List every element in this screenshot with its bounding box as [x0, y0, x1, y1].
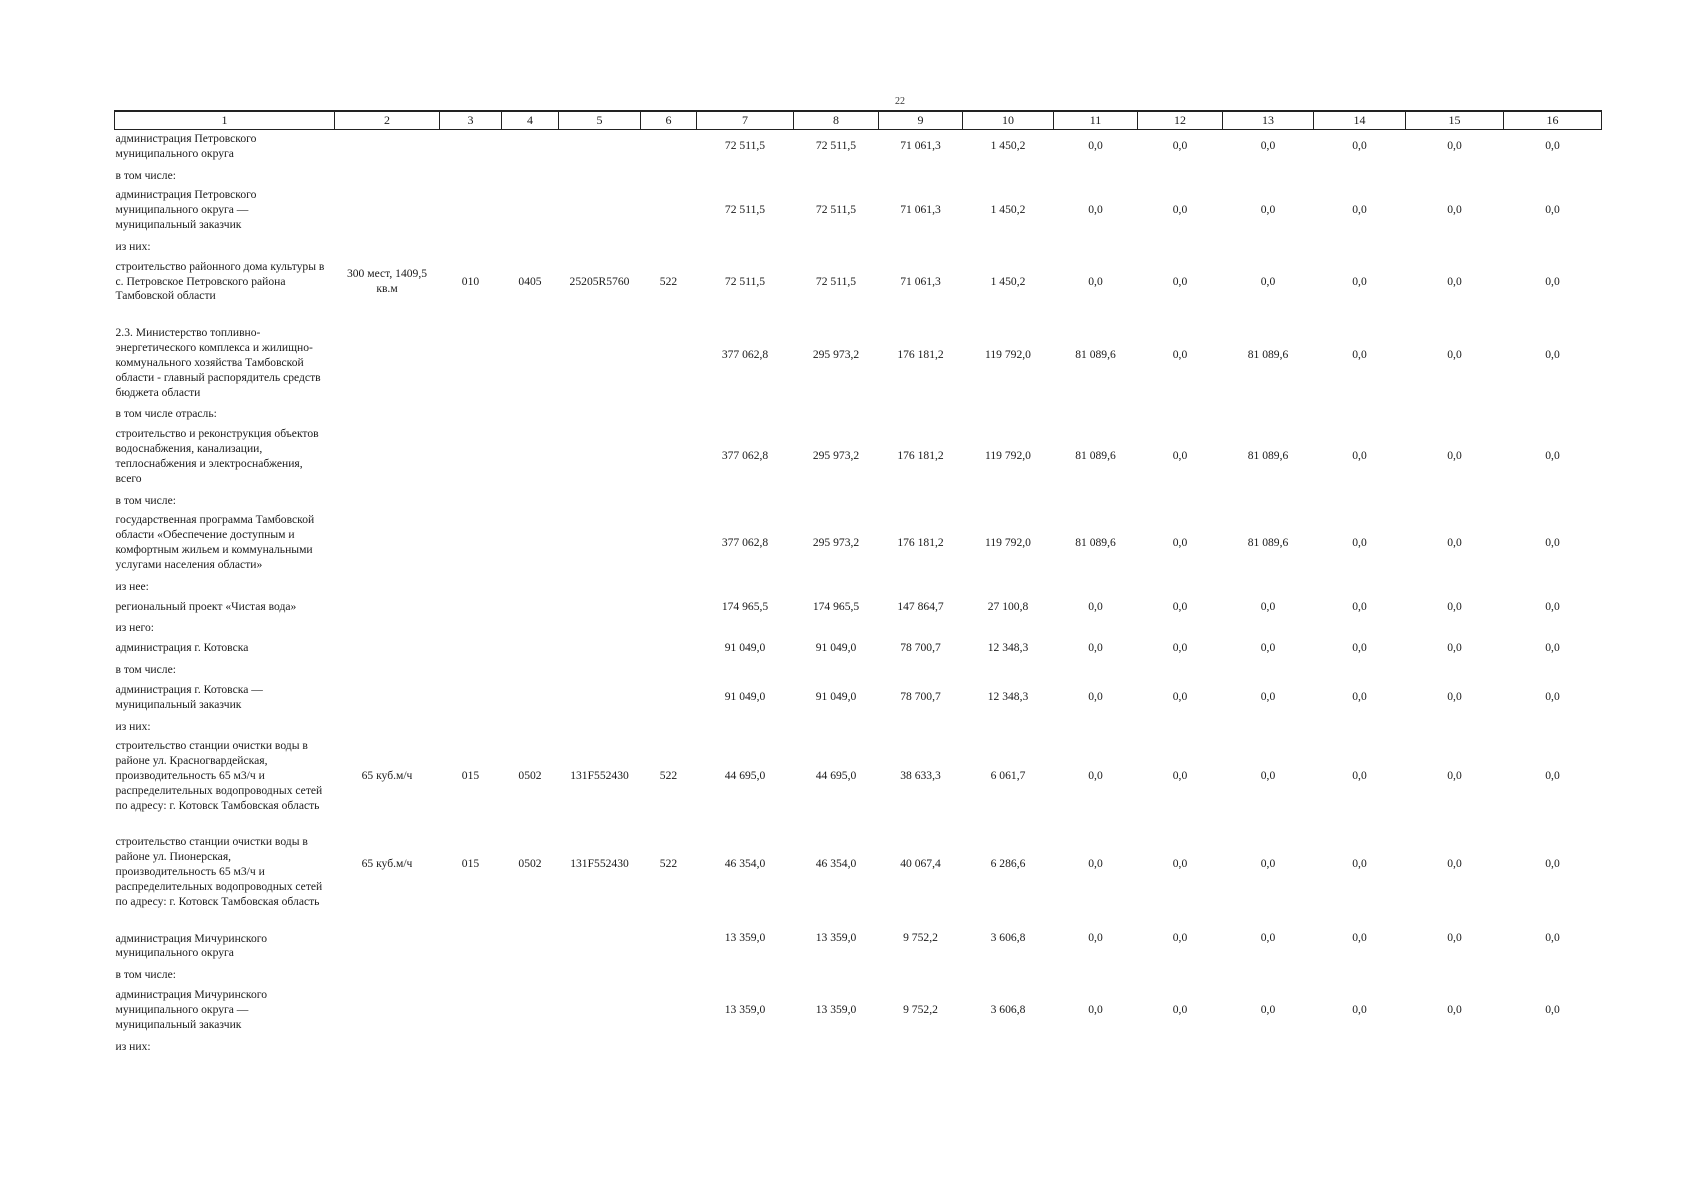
cell-col-14: 0,0 — [1352, 690, 1367, 704]
cell-col-10: 12 348,3 — [987, 641, 1029, 655]
cell-col-5 — [559, 639, 641, 660]
cell-col-4 — [502, 130, 559, 166]
cell-col-14: 0,0 — [1352, 857, 1367, 871]
cell-col-14: 0,0 — [1352, 347, 1367, 361]
cell-col-16: 0,0 — [1545, 535, 1560, 549]
cell-col-12: 0,0 — [1172, 641, 1188, 655]
cell-col-14: 0,0 — [1352, 768, 1367, 782]
table-body — [115, 130, 1602, 1058]
cell-col-4 — [502, 308, 559, 404]
cell-col-13: 0,0 — [1260, 690, 1276, 704]
cell-col-12: 0,0 — [1172, 1002, 1188, 1016]
cell-col-16: 0,0 — [1545, 768, 1560, 782]
cell-col-15: 0,0 — [1447, 931, 1462, 945]
cell-col-13: 0,0 — [1260, 931, 1276, 945]
column-number-5: 5 — [559, 111, 641, 130]
cell-col-14: 0,0 — [1352, 449, 1367, 463]
cell-col-15: 0,0 — [1447, 139, 1462, 153]
cell-col-3: 015 — [461, 768, 480, 782]
column-number-row — [115, 111, 1602, 130]
cell-col-6 — [641, 511, 697, 576]
cell-col-9: 147 864,7 — [897, 599, 944, 613]
cell-col-10: 27 100,8 — [987, 599, 1029, 613]
cell-col-9: 176 181,2 — [897, 449, 944, 463]
cell-col-9: 71 061,3 — [900, 139, 941, 153]
table-row — [115, 511, 1602, 576]
cell-col-2 — [335, 681, 440, 717]
cell-col-16: 0,0 — [1545, 139, 1560, 153]
cell-col-5 — [559, 986, 641, 1036]
cell-col-11: 0,0 — [1088, 768, 1103, 782]
cell-col-5 — [559, 186, 641, 236]
cell-col-8: 91 049,0 — [815, 641, 857, 655]
cell-col-9: 9 752,2 — [903, 1002, 938, 1016]
cell-col-7: 72 511,5 — [724, 274, 766, 288]
table-row — [115, 130, 1602, 166]
row-name: строительство станции очистки воды в районе ул. Красногвардейская, производительность 65 м3/ч и распределительных водопроводных сетей по адресу: г. Котовск Тамбовская область — [115, 739, 323, 812]
column-number-2: 2 — [335, 111, 440, 130]
cell-col-6 — [641, 914, 697, 966]
table-row — [115, 425, 1602, 490]
table-row — [115, 258, 1602, 308]
cell-col-4: 0502 — [518, 768, 542, 782]
cell-col-10: 12 348,3 — [987, 690, 1029, 704]
cell-col-13: 81 089,6 — [1247, 535, 1289, 549]
cell-col-16: 0,0 — [1545, 347, 1560, 361]
table-row — [115, 817, 1602, 913]
subheading-row — [115, 166, 1602, 187]
cell-col-16: 0,0 — [1545, 641, 1560, 655]
row-name: государственная программа Тамбовской области «Обеспечение доступным и комфортным жильем и коммунальными услугами населения области» — [115, 513, 315, 571]
row-name: администрация г. Котовска — муниципальный заказчик — [115, 682, 263, 711]
cell-col-4 — [502, 511, 559, 576]
row-name: из нее: — [115, 579, 149, 593]
cell-col-3 — [440, 308, 502, 404]
cell-col-8: 91 049,0 — [815, 690, 857, 704]
cell-col-7: 91 049,0 — [724, 690, 766, 704]
cell-col-10: 1 450,2 — [990, 139, 1026, 153]
cell-col-5 — [559, 425, 641, 490]
subheading-row — [115, 965, 1602, 986]
cell-col-9: 71 061,3 — [900, 274, 941, 288]
subheading-row — [115, 404, 1602, 425]
cell-col-7: 46 354,0 — [724, 857, 766, 871]
row-name: администрация г. Котовска — [115, 641, 249, 655]
cell-col-15: 0,0 — [1447, 857, 1462, 871]
cell-col-7: 377 062,8 — [721, 449, 769, 463]
cell-col-6: 522 — [659, 768, 678, 782]
cell-col-6 — [641, 308, 697, 404]
cell-col-15: 0,0 — [1447, 599, 1462, 613]
cell-col-13: 0,0 — [1260, 599, 1276, 613]
cell-col-13: 0,0 — [1260, 641, 1276, 655]
cell-col-12: 0,0 — [1172, 347, 1188, 361]
cell-col-12: 0,0 — [1172, 599, 1188, 613]
cell-col-10: 3 606,8 — [990, 1002, 1026, 1016]
cell-col-10: 6 286,6 — [990, 857, 1026, 871]
cell-col-2 — [335, 598, 440, 619]
cell-col-11: 0,0 — [1088, 139, 1103, 153]
column-number-4: 4 — [502, 111, 559, 130]
cell-col-14: 0,0 — [1352, 535, 1367, 549]
cell-col-2 — [335, 308, 440, 404]
cell-col-3 — [440, 639, 502, 660]
cell-col-10: 1 450,2 — [990, 274, 1026, 288]
table-row — [115, 598, 1602, 619]
cell-col-3 — [440, 130, 502, 166]
column-number-16: 16 — [1504, 111, 1602, 130]
row-name: строительство станции очистки воды в районе ул. Пионерская, производительность 65 м3/ч и распределительных водопроводных сетей по адресу: г. Котовск Тамбовская область — [115, 835, 323, 908]
cell-col-8: 72 511,5 — [815, 139, 857, 153]
cell-col-15: 0,0 — [1447, 690, 1462, 704]
column-number-7: 7 — [697, 111, 794, 130]
cell-col-11: 81 089,6 — [1075, 347, 1116, 361]
subheading-row — [115, 577, 1602, 598]
row-name: 2.3. Министерство топливно-энергетического комплекса и жилищно-коммунального хозяйства Тамбовской области - главный распорядитель средств бюджета области — [115, 326, 321, 399]
cell-col-7: 13 359,0 — [724, 931, 766, 945]
cell-col-5 — [559, 681, 641, 717]
subheading-row — [115, 1037, 1602, 1058]
cell-col-5 — [559, 914, 641, 966]
row-name: в том числе отрасль: — [115, 407, 217, 421]
row-name: в том числе: — [115, 968, 176, 982]
cell-col-11: 0,0 — [1088, 641, 1103, 655]
cell-col-8: 295 973,2 — [812, 449, 860, 463]
cell-col-3: 015 — [461, 857, 480, 871]
cell-col-4 — [502, 914, 559, 966]
row-name: из них: — [115, 719, 151, 733]
row-name: из них: — [115, 239, 151, 253]
column-number-15: 15 — [1406, 111, 1504, 130]
table-row — [115, 737, 1602, 817]
cell-col-13: 0,0 — [1260, 203, 1276, 217]
cell-col-13: 0,0 — [1260, 768, 1276, 782]
cell-col-10: 119 792,0 — [985, 449, 1031, 463]
cell-col-3 — [440, 186, 502, 236]
cell-col-2 — [335, 639, 440, 660]
empty-cells — [335, 237, 1602, 258]
row-name: строительство районного дома культуры в с. Петровское Петровского района Тамбовской области — [115, 259, 325, 303]
cell-col-13: 0,0 — [1260, 274, 1276, 288]
row-name: строительство и реконструкция объектов водоснабжения, канализации, теплоснабжения и электроснабжения, всего — [115, 427, 319, 485]
cell-col-9: 176 181,2 — [897, 535, 944, 549]
table-row — [115, 914, 1602, 966]
column-number-3: 3 — [440, 111, 502, 130]
cell-col-11: 0,0 — [1088, 203, 1103, 217]
cell-col-7: 72 511,5 — [724, 139, 766, 153]
cell-col-6 — [641, 186, 697, 236]
cell-col-14: 0,0 — [1352, 274, 1367, 288]
subheading-row — [115, 237, 1602, 258]
cell-col-7: 377 062,8 — [721, 535, 769, 549]
cell-col-3 — [440, 681, 502, 717]
subheading-row — [115, 717, 1602, 738]
cell-col-5: 25205R5760 — [569, 274, 630, 288]
cell-col-16: 0,0 — [1545, 274, 1560, 288]
cell-col-13: 0,0 — [1260, 857, 1276, 871]
cell-col-11: 81 089,6 — [1075, 535, 1116, 549]
row-name: администрация Мичуринского муниципального округа — муниципальный заказчик — [115, 988, 268, 1031]
cell-col-7: 174 965,5 — [721, 599, 769, 613]
cell-col-13: 81 089,6 — [1247, 347, 1289, 361]
cell-col-16: 0,0 — [1545, 857, 1560, 871]
cell-col-13: 0,0 — [1260, 139, 1276, 153]
cell-col-8: 13 359,0 — [815, 931, 857, 945]
table-row — [115, 186, 1602, 236]
cell-col-6: 522 — [659, 857, 678, 871]
cell-col-4 — [502, 425, 559, 490]
row-name: в том числе: — [115, 168, 176, 182]
cell-col-15: 0,0 — [1447, 203, 1462, 217]
cell-col-4 — [502, 186, 559, 236]
cell-col-2: 65 куб.м/ч — [361, 857, 413, 871]
empty-cells — [335, 577, 1602, 598]
cell-col-4 — [502, 681, 559, 717]
empty-cells — [335, 717, 1602, 738]
cell-col-15: 0,0 — [1447, 535, 1462, 549]
cell-col-16: 0,0 — [1545, 931, 1560, 945]
cell-col-12: 0,0 — [1172, 535, 1188, 549]
row-name: региональный проект «Чистая вода» — [115, 599, 297, 613]
cell-col-9: 71 061,3 — [900, 203, 941, 217]
cell-col-8: 13 359,0 — [815, 1002, 857, 1016]
cell-col-3 — [440, 986, 502, 1036]
cell-col-12: 0,0 — [1172, 690, 1188, 704]
row-name: в том числе: — [115, 663, 176, 677]
cell-col-5: 131F552430 — [570, 768, 629, 782]
cell-col-2 — [335, 914, 440, 966]
budget-table — [114, 110, 1602, 1057]
row-name: в том числе: — [115, 493, 176, 507]
cell-col-10: 3 606,8 — [990, 931, 1026, 945]
cell-col-5: 131F552430 — [570, 857, 629, 871]
table-row — [115, 681, 1602, 717]
cell-col-4 — [502, 639, 559, 660]
cell-col-15: 0,0 — [1447, 274, 1462, 288]
cell-col-10: 119 792,0 — [985, 535, 1031, 549]
row-name: из него: — [115, 621, 155, 635]
column-number-9: 9 — [879, 111, 963, 130]
cell-col-8: 174 965,5 — [812, 599, 860, 613]
cell-col-5 — [559, 308, 641, 404]
cell-col-4: 0405 — [518, 274, 542, 288]
cell-col-15: 0,0 — [1447, 449, 1462, 463]
cell-col-9: 9 752,2 — [903, 931, 938, 945]
cell-col-6 — [641, 986, 697, 1036]
cell-col-6 — [641, 425, 697, 490]
cell-col-6 — [641, 639, 697, 660]
cell-col-2 — [335, 986, 440, 1036]
cell-col-6 — [641, 130, 697, 166]
table-row — [115, 308, 1602, 404]
page-number: 22 — [895, 96, 905, 107]
row-name: администрация Петровского муниципального округа — муниципальный заказчик — [115, 188, 257, 232]
cell-col-15: 0,0 — [1447, 347, 1462, 361]
cell-col-11: 81 089,6 — [1075, 449, 1116, 463]
cell-col-5 — [559, 130, 641, 166]
cell-col-12: 0,0 — [1172, 931, 1188, 945]
cell-col-15: 0,0 — [1447, 641, 1462, 655]
cell-col-8: 46 354,0 — [815, 857, 857, 871]
cell-col-4 — [502, 598, 559, 619]
column-number-8: 8 — [794, 111, 879, 130]
cell-col-12: 0,0 — [1172, 768, 1188, 782]
cell-col-3 — [440, 914, 502, 966]
row-name: администрация Мичуринского муниципального округа — [115, 931, 268, 960]
cell-col-2 — [335, 130, 440, 166]
cell-col-6 — [641, 598, 697, 619]
column-number-10: 10 — [963, 111, 1054, 130]
cell-col-7: 377 062,8 — [721, 347, 769, 361]
cell-col-14: 0,0 — [1352, 1002, 1367, 1016]
column-number-12: 12 — [1138, 111, 1223, 130]
cell-col-8: 295 973,2 — [812, 535, 860, 549]
cell-col-14: 0,0 — [1352, 931, 1367, 945]
cell-col-10: 119 792,0 — [985, 347, 1031, 361]
cell-col-8: 72 511,5 — [815, 274, 857, 288]
subheading-row — [115, 618, 1602, 639]
cell-col-16: 0,0 — [1545, 690, 1560, 704]
cell-col-2 — [335, 425, 440, 490]
cell-col-12: 0,0 — [1172, 857, 1188, 871]
cell-col-3 — [440, 598, 502, 619]
cell-col-8: 44 695,0 — [815, 768, 857, 782]
cell-col-11: 0,0 — [1088, 857, 1103, 871]
cell-col-14: 0,0 — [1352, 203, 1367, 217]
empty-cells — [335, 491, 1602, 512]
cell-col-2 — [335, 186, 440, 236]
empty-cells — [335, 404, 1602, 425]
cell-col-16: 0,0 — [1545, 203, 1560, 217]
cell-col-11: 0,0 — [1088, 599, 1103, 613]
empty-cells — [335, 618, 1602, 639]
cell-col-14: 0,0 — [1352, 139, 1367, 153]
cell-col-4: 0502 — [518, 857, 542, 871]
table-row — [115, 639, 1602, 660]
cell-col-13: 0,0 — [1260, 1002, 1276, 1016]
cell-col-15: 0,0 — [1447, 768, 1462, 782]
subheading-row — [115, 491, 1602, 512]
cell-col-2: 65 куб.м/ч — [361, 768, 413, 782]
empty-cells — [335, 965, 1602, 986]
cell-col-7: 91 049,0 — [724, 641, 766, 655]
cell-col-16: 0,0 — [1545, 599, 1560, 613]
cell-col-14: 0,0 — [1352, 599, 1367, 613]
cell-col-9: 78 700,7 — [900, 690, 941, 704]
cell-col-5 — [559, 598, 641, 619]
column-number-6: 6 — [641, 111, 697, 130]
cell-col-9: 78 700,7 — [900, 641, 941, 655]
cell-col-13: 81 089,6 — [1247, 449, 1289, 463]
column-number-1: 1 — [115, 111, 335, 130]
subheading-row — [115, 660, 1602, 681]
cell-col-15: 0,0 — [1447, 1002, 1462, 1016]
cell-col-5 — [559, 511, 641, 576]
cell-col-9: 40 067,4 — [900, 857, 941, 871]
cell-col-12: 0,0 — [1172, 203, 1188, 217]
cell-col-3: 010 — [461, 274, 480, 288]
column-number-11: 11 — [1054, 111, 1138, 130]
cell-col-3 — [440, 511, 502, 576]
table-row — [115, 986, 1602, 1036]
cell-col-16: 0,0 — [1545, 1002, 1560, 1016]
cell-col-16: 0,0 — [1545, 449, 1560, 463]
row-name: из них: — [115, 1039, 151, 1053]
cell-col-3 — [440, 425, 502, 490]
empty-cells — [335, 1037, 1602, 1058]
column-number-13: 13 — [1223, 111, 1314, 130]
cell-col-11: 0,0 — [1088, 1002, 1103, 1016]
cell-col-9: 38 633,3 — [900, 768, 941, 782]
cell-col-2: 300 мест, 1409,5 кв.м — [346, 267, 428, 296]
cell-col-6 — [641, 681, 697, 717]
row-name: администрация Петровского муниципального округа — [115, 132, 257, 160]
column-number-14: 14 — [1314, 111, 1406, 130]
cell-col-7: 44 695,0 — [724, 768, 766, 782]
cell-col-14: 0,0 — [1352, 641, 1367, 655]
cell-col-8: 72 511,5 — [815, 203, 857, 217]
cell-col-4 — [502, 986, 559, 1036]
cell-col-7: 13 359,0 — [724, 1002, 766, 1016]
cell-col-7: 72 511,5 — [724, 203, 766, 217]
cell-col-6: 522 — [659, 274, 678, 288]
cell-col-12: 0,0 — [1172, 274, 1188, 288]
cell-col-11: 0,0 — [1088, 274, 1103, 288]
cell-col-2 — [335, 511, 440, 576]
cell-col-9: 176 181,2 — [897, 347, 944, 361]
cell-col-11: 0,0 — [1088, 931, 1103, 945]
cell-col-10: 6 061,7 — [990, 768, 1026, 782]
cell-col-10: 1 450,2 — [990, 203, 1026, 217]
empty-cells — [335, 660, 1602, 681]
cell-col-8: 295 973,2 — [812, 347, 860, 361]
cell-col-12: 0,0 — [1172, 449, 1188, 463]
cell-col-12: 0,0 — [1172, 139, 1188, 153]
empty-cells — [335, 166, 1602, 187]
cell-col-11: 0,0 — [1088, 690, 1103, 704]
